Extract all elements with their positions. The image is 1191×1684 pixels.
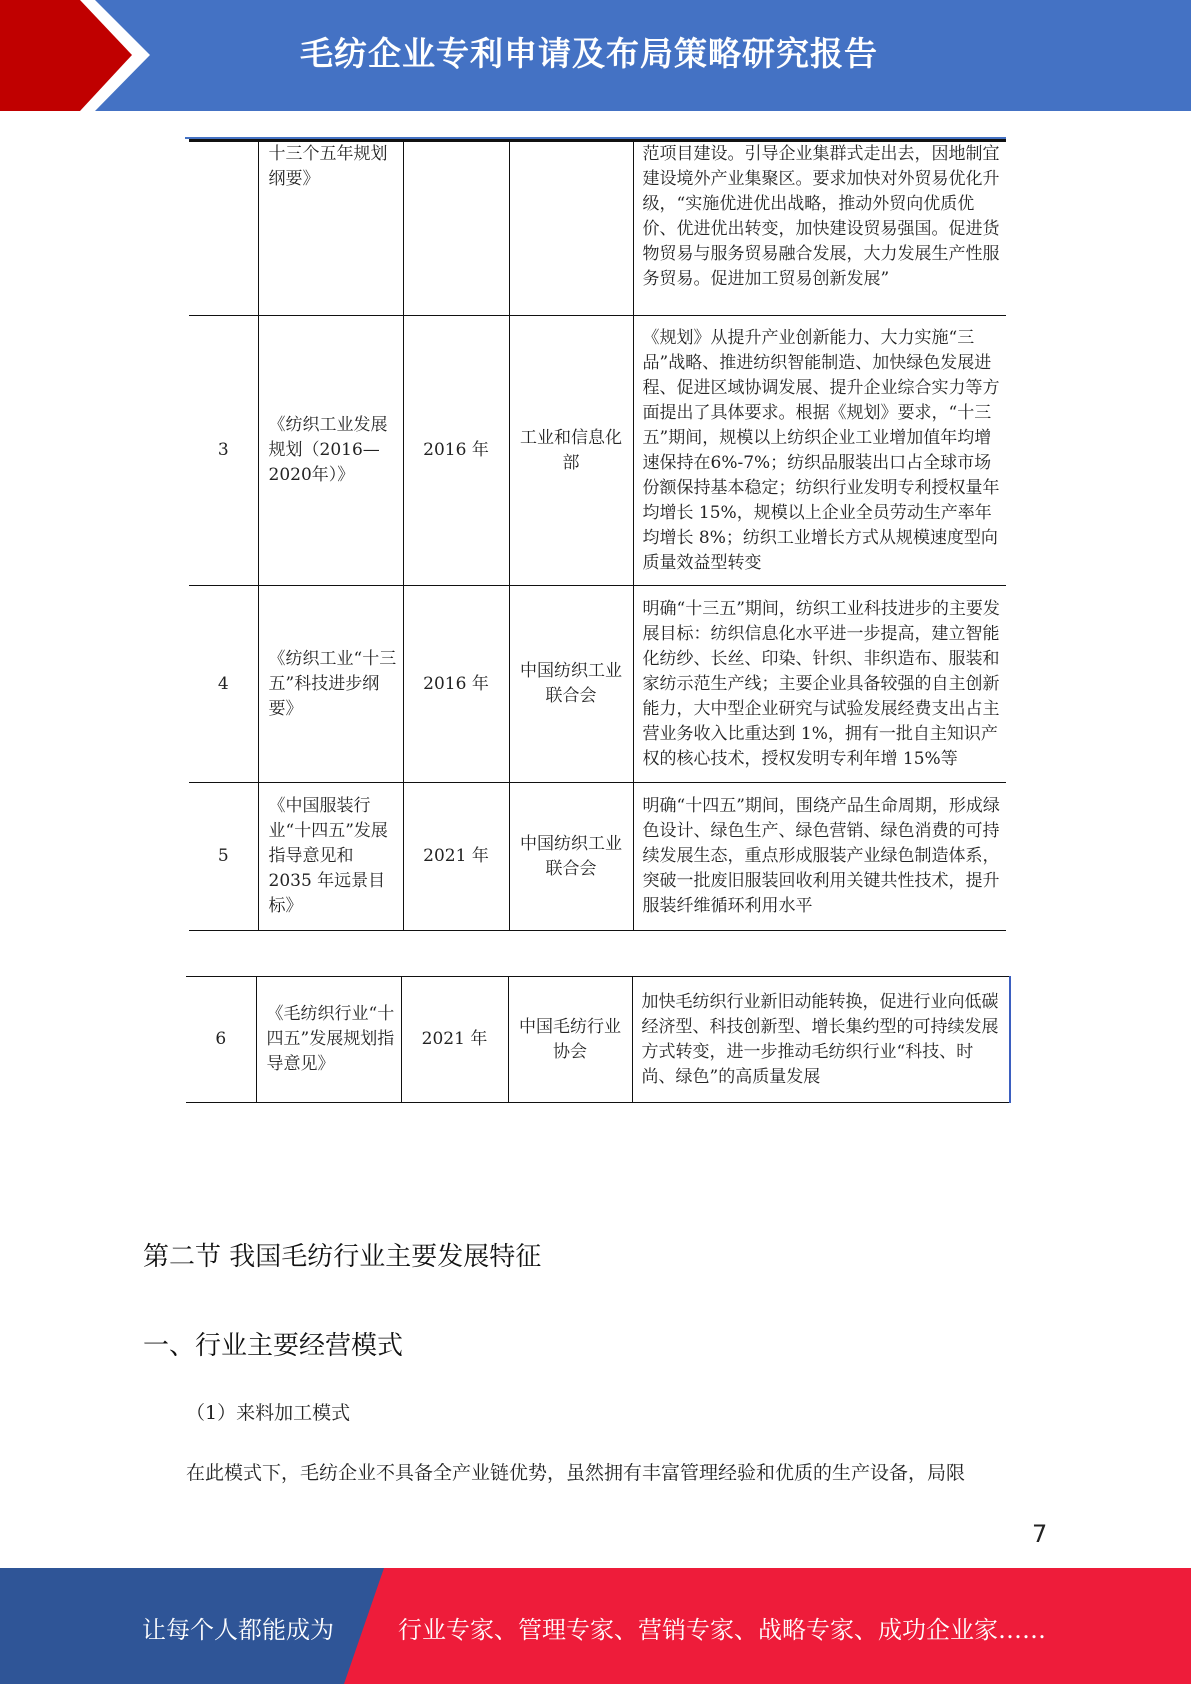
policy-year: 2016 年 — [403, 586, 509, 783]
policy-table-continuation — [186, 976, 1011, 1103]
row-number: 5 — [189, 783, 258, 931]
policy-year: 2021 年 — [403, 783, 509, 931]
table-row — [186, 977, 1010, 1103]
table-row — [189, 316, 1006, 586]
issuing-organization: 中国纺织工业联合会 — [509, 783, 633, 931]
page-footer — [0, 1568, 1191, 1684]
issuing-organization: 工业和信息化部 — [509, 316, 633, 586]
policy-name: 《毛纺织行业“十四五”发展规划指导意见》 — [256, 977, 401, 1103]
document-title: 毛纺企业专利申请及布局策略研究报告 — [300, 34, 878, 73]
row-number: 6 — [186, 977, 256, 1103]
issuing-organization: 中国毛纺行业协会 — [508, 977, 632, 1103]
item-heading: （1）来料加工模式 — [186, 1402, 351, 1424]
policy-year: 2021 年 — [401, 977, 508, 1103]
issuing-organization: 中国纺织工业联合会 — [509, 586, 633, 783]
policy-content: 范项目建设。引导企业集群式走出去，因地制宜建设境外产业集聚区。要求加快对外贸易优化升级，“实施优进优出战略，推动外贸向优质优价、优进优出转变，加快建设贸易强国。促进货物贸易与服务贸易融合发展，大力发展生产性服务贸易。促进加工贸易创新发展” — [633, 141, 1006, 316]
policy-year: 2016 年 — [403, 316, 509, 586]
section-heading: 第二节 我国毛纺行业主要发展特征 — [143, 1242, 542, 1272]
page-header — [0, 0, 1191, 111]
page-number: 7 — [1032, 1520, 1048, 1548]
issuing-organization — [509, 141, 633, 316]
policy-content: 明确“十三五”期间，纺织工业科技进步的主要发展目标：纺织信息化水平进一步提高，建立智能化纺纱、长丝、印染、针织、非织造布、服装和家纺示范生产线；主要企业具备较强的自主创新能力，大中型企业研究与试验发展经费支出占主营业务收入比重达到 1%，拥有一批自主知识产权的核心技术，授权发明专利年增 15%等 — [633, 586, 1006, 783]
row-number: 4 — [189, 586, 258, 783]
policy-name: 《中国服装行业“十四五”发展指导意见和 2035 年远景目标》 — [258, 783, 403, 931]
table-row — [189, 141, 1006, 316]
policy-name: 十三个五年规划纲要》 — [258, 141, 403, 316]
table-row — [189, 783, 1006, 931]
row-number — [189, 141, 258, 316]
policy-name: 《纺织工业“十三五”科技进步纲要》 — [258, 586, 403, 783]
policy-content: 加快毛纺织行业新旧动能转换，促进行业向低碳经济型、科技创新型、增长集约型的可持续发展方式转变，进一步推动毛纺织行业“科技、时尚、绿色”的高质量发展 — [632, 977, 1010, 1103]
policy-content: 明确“十四五”期间，围绕产品生命周期，形成绿色设计、绿色生产、绿色营销、绿色消费的可持续发展生态，重点形成服装产业绿色制造体系，突破一批废旧服装回收利用关键共性技术，提升服装纤维循环利用水平 — [633, 783, 1006, 931]
footer-slogan-right: 行业专家、管理专家、营销专家、战略专家、成功企业家…… — [398, 1616, 1046, 1644]
subsection-heading: 一、行业主要经营模式 — [143, 1331, 404, 1361]
policy-content: 《规划》从提升产业创新能力、大力实施“三品”战略、推进纺织智能制造、加快绿色发展进程、促进区域协调发展、提升企业综合实力等方面提出了具体要求。根据《规划》要求，“十三五”期间，规模以上纺织企业工业增加值年均增速保持在6%-7%；纺织品服装出口占全球市场份额保持基本稳定；纺织行业发明专利授权量年均增长 15%，规模以上企业全员劳动生产率年均增长 8%；纺织工业增长方式从规模速度型向质量效益型转变 — [633, 316, 1006, 586]
table-row — [189, 586, 1006, 783]
policy-table — [189, 139, 1006, 931]
policy-year — [403, 141, 509, 316]
policy-name: 《纺织工业发展规划（2016—2020年）》 — [258, 316, 403, 586]
body-paragraph: 在此模式下，毛纺企业不具备全产业链优势，虽然拥有丰富管理经验和优质的生产设备，局限 — [186, 1462, 966, 1484]
row-number: 3 — [189, 316, 258, 586]
footer-slogan-left: 让每个人都能成为 — [142, 1616, 334, 1644]
